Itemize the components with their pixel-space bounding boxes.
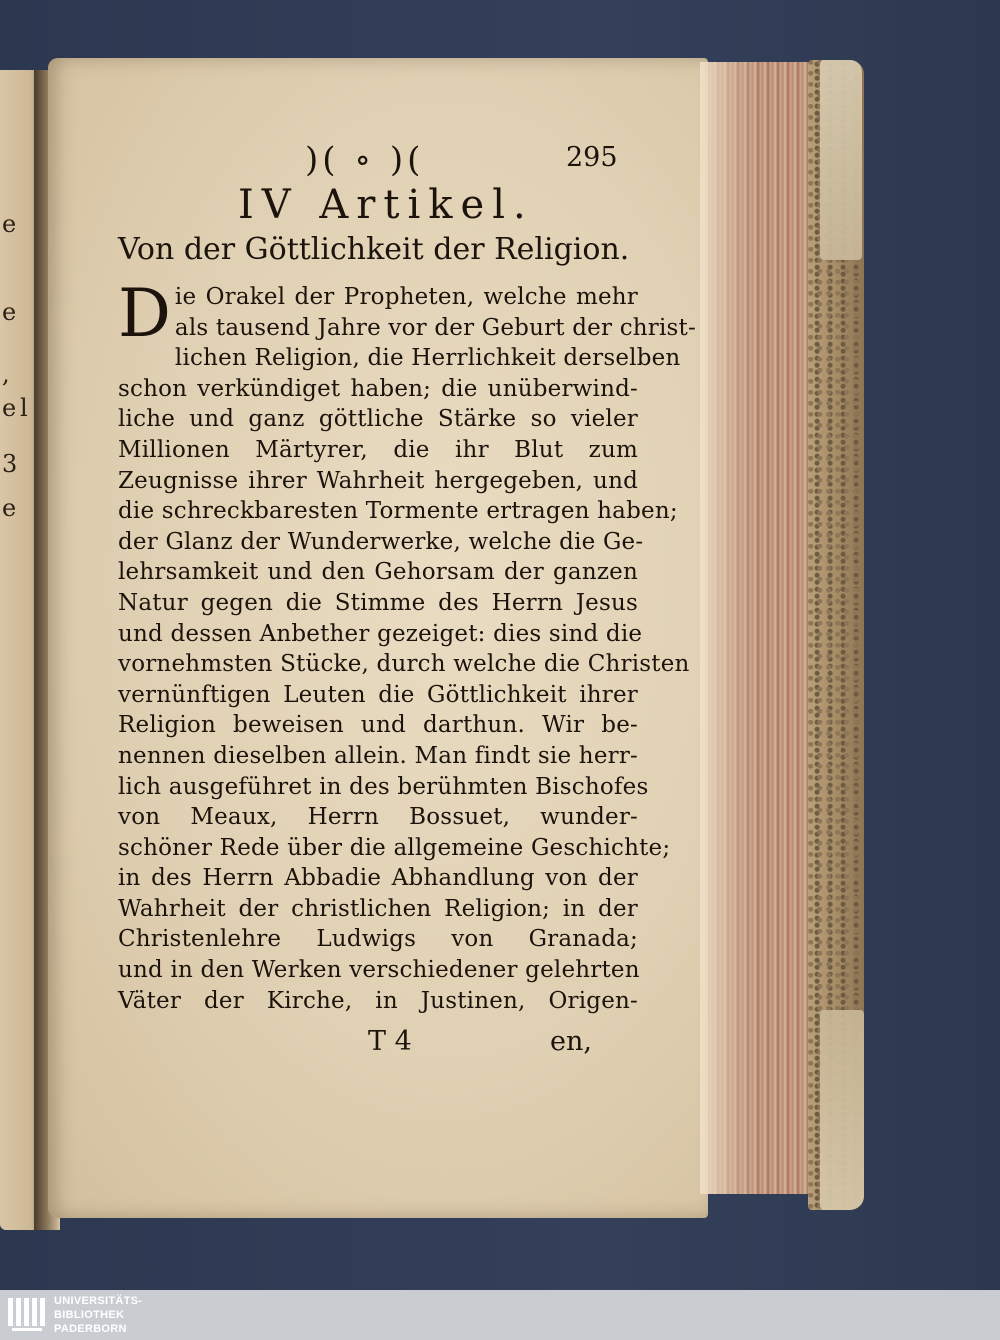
text-line: schöner Rede über die allgemeine Geschichte; bbox=[118, 834, 671, 861]
section-title: Von der Göttlichkeit der Religion. bbox=[118, 232, 630, 267]
text-line: Zeugnisse ihrer Wahrheit hergegeben, und bbox=[118, 467, 638, 494]
text-line: und in den Werken verschiedener gelehrten bbox=[118, 957, 640, 984]
catchword: en, bbox=[550, 1026, 592, 1057]
left-page-char: e bbox=[2, 298, 17, 326]
text-line: lich ausgeführet in des berühmten Bischofes bbox=[118, 773, 649, 800]
text-line: lehrsamkeit und den Gehorsam der ganzen bbox=[118, 559, 638, 586]
text-line: Natur gegen die Stimme des Herrn Jesus bbox=[118, 589, 638, 616]
text-line: Wahrheit der christlichen Religion; in der bbox=[118, 895, 638, 922]
left-page-char: e bbox=[2, 494, 17, 522]
text-line: Religion beweisen und darthun. Wir be- bbox=[118, 712, 638, 739]
library-name-line: PADERBORN bbox=[54, 1323, 127, 1335]
text-line: als tausend Jahre vor der Geburt der christ- bbox=[174, 314, 696, 341]
text-line: schon verkündiget haben; die unüberwind- bbox=[118, 375, 638, 402]
body-text bbox=[118, 275, 696, 1016]
text-line: der Glanz der Wunderwerke, welche die Ge- bbox=[118, 528, 644, 555]
text-line: liche und ganz göttliche Stärke so vieler bbox=[118, 406, 638, 433]
running-head-ornament: )( ∘ )( bbox=[305, 140, 425, 180]
text-line: und dessen Anbether gezeiget: dies sind die bbox=[118, 620, 643, 647]
text-line: Christenlehre Ludwigs von Granada; bbox=[118, 926, 638, 953]
left-page-char: e bbox=[2, 394, 17, 422]
article-title: IV Artikel. bbox=[238, 182, 534, 228]
text-line: ie Orakel der Propheten, welche mehr bbox=[174, 284, 638, 310]
text-line: nennen dieselben allein. Man findt sie herr- bbox=[118, 742, 638, 769]
left-page-char: e bbox=[2, 210, 17, 238]
text-line: Millionen Märtyrer, die ihr Blut zum bbox=[118, 436, 638, 463]
page-edge-shade bbox=[700, 62, 760, 1194]
footer-band bbox=[0, 1290, 1000, 1340]
library-name-line: BIBLIOTHEK bbox=[54, 1309, 125, 1321]
library-logo-icon bbox=[6, 1296, 48, 1334]
left-page-char: 3 bbox=[2, 450, 18, 478]
cover-corner-bottom bbox=[820, 1010, 864, 1210]
text-line: in des Herrn Abbadie Abhandlung von der bbox=[118, 865, 638, 892]
text-line: lichen Religion, die Herrlichkeit derselben bbox=[174, 345, 681, 372]
text-line: vornehmsten Stücke, durch welche die Christen bbox=[118, 651, 690, 678]
cover-corner-top bbox=[820, 60, 862, 260]
text-line: die schreckbaresten Tormente ertragen haben; bbox=[118, 498, 678, 525]
text-line: Väter der Kirche, in Justinen, Origen- bbox=[118, 987, 638, 1014]
left-page-char: l bbox=[20, 394, 28, 422]
page-number: 295 bbox=[566, 142, 618, 173]
drop-cap: D bbox=[118, 275, 171, 352]
library-name bbox=[54, 1294, 142, 1336]
library-name-line: UNIVERSITÄTS- bbox=[54, 1295, 143, 1307]
text-line: von Meaux, Herrn Bossuet, wunder- bbox=[118, 804, 638, 831]
text-line: vernünftigen Leuten die Göttlichkeit ihrer bbox=[118, 681, 638, 708]
left-page-char: , bbox=[2, 360, 10, 388]
signature-mark: T 4 bbox=[368, 1026, 412, 1057]
